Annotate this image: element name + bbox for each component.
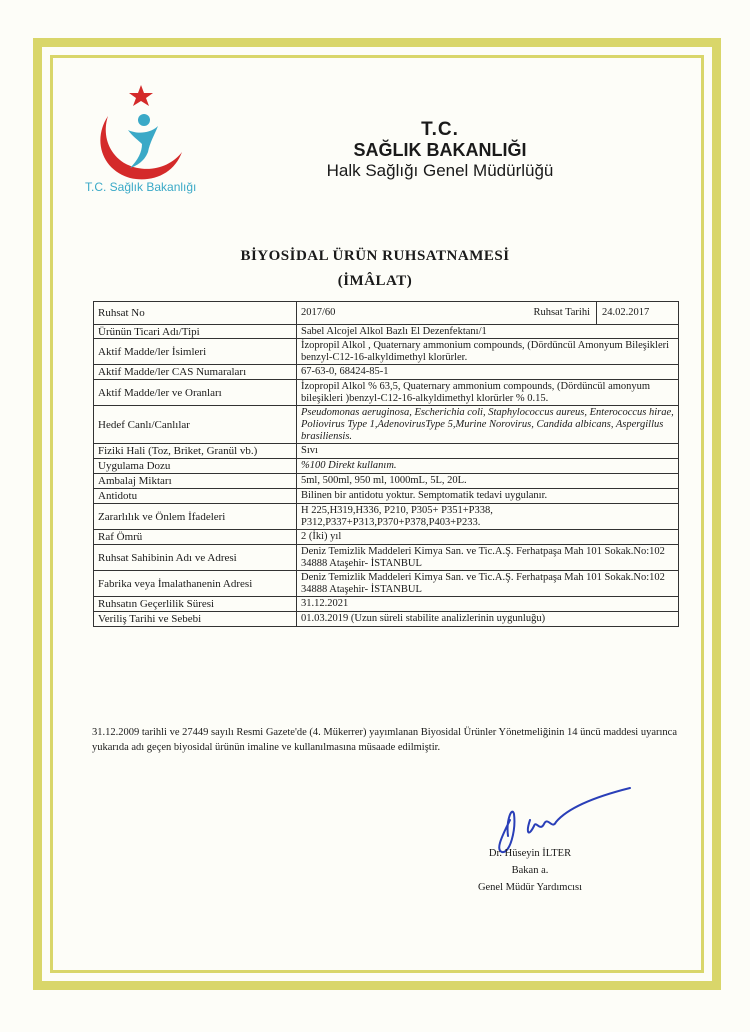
ministry-logo — [84, 82, 214, 194]
row-label: Ruhsat No — [94, 302, 297, 325]
legal-text: 31.12.2009 tarihli ve 27449 sayılı Resmi Gazete'de (4. Mükerrer) yayımlanan Biyosidal Ürünler Yönetmeliğinin 14 üncü maddesi uyarınca yukarıda adı geçen biyosidal ürünün imaline ve kullanılmasına müsaade edilmiştir. — [92, 727, 677, 753]
row-label: Ürünün Ticari Adı/Tipi — [94, 325, 297, 339]
table-row — [94, 597, 679, 612]
table-row — [94, 302, 679, 325]
table-row — [94, 474, 679, 489]
row-label: Fabrika veya İmalathanenin Adresi — [94, 571, 297, 597]
ministry-header — [300, 120, 580, 182]
table-row — [94, 530, 679, 545]
row-value: Sıvı — [297, 444, 679, 459]
row-value: 01.03.2019 (Uzun süreli stabilite analizlerinin uygunluğu) — [297, 612, 679, 627]
row-label: Aktif Madde/ler ve Oranları — [94, 380, 297, 406]
row-label: Ruhsatın Geçerlilik Süresi — [94, 597, 297, 612]
row-label: Ruhsat Sahibinin Adı ve Adresi — [94, 545, 297, 571]
row-value: 5ml, 500ml, 950 ml, 1000mL, 5L, 20L. — [297, 474, 679, 489]
row-label: Ambalaj Miktarı — [94, 474, 297, 489]
table-row — [94, 545, 679, 571]
document-subtitle: (İMÂLAT) — [337, 273, 413, 289]
row-label: Raf Ömrü — [94, 530, 297, 545]
signatory-block — [455, 845, 605, 896]
table-row — [94, 380, 679, 406]
table-row — [94, 459, 679, 474]
header-line1: T.C. — [421, 119, 459, 140]
row-label: Fiziki Hali (Toz, Briket, Granül vb.) — [94, 444, 297, 459]
row-label: Aktif Madde/ler CAS Numaraları — [94, 365, 297, 380]
header-line2: SAĞLIK BAKANLIĞI — [353, 140, 527, 160]
table-row — [94, 339, 679, 365]
license-date-label: Ruhsat Tarihi — [533, 307, 590, 318]
table-row — [94, 325, 679, 339]
row-value: H 225,H319,H336, P210, P305+ P351+P338, P312,P337+P313,P370+P378,P403+P233. — [297, 504, 679, 530]
row-value: Pseudomonas aeruginosa, Escherichia coli, Staphylococcus aureus, Enterococcus hirae, Poliovirus Type 1,AdenovirusType 5,Murine Norovirus, Candida albicans, Aspergillus brasiliensis. — [297, 406, 679, 444]
table-row — [94, 365, 679, 380]
row-value: Bilinen bir antidotu yoktur. Semptomatik tedavi uygulanır. — [297, 489, 679, 504]
row-label: Uygulama Dozu — [94, 459, 297, 474]
document-title: BİYOSİDAL ÜRÜN RUHSATNAMESİ — [240, 248, 510, 264]
table-row — [94, 571, 679, 597]
row-label: Antidotu — [94, 489, 297, 504]
star-icon — [129, 85, 153, 106]
row-value: İzopropil Alkol % 63,5, Quaternary ammonium compounds, (Dördüncül amonyum bileşikleri )benzyl-C12-16-alkyldimethyl klorürler % 0.15. — [297, 380, 679, 406]
row-value: İzopropil Alkol , Quaternary ammonium compounds, (Dördüncül Amonyum Bileşikleri benzyl-C12-16-alkyldimethyl klorürler. — [297, 339, 679, 365]
row-value: 31.12.2021 — [297, 597, 679, 612]
signatory-name: Dr. Hüseyin İLTER — [488, 848, 572, 859]
logo-caption: T.C. Sağlık Bakanlığı — [85, 180, 197, 194]
signatory-role2: Genel Müdür Yardımcısı — [477, 882, 583, 893]
crescent-shape — [100, 116, 182, 179]
table-row — [94, 406, 679, 444]
row-value: Sabel Alcojel Alkol Bazlı El Dezenfektanı/1 — [297, 325, 679, 339]
row-value: 2 (İki) yıl — [297, 530, 679, 545]
header-line3: Halk Sağlığı Genel Müdürlüğü — [326, 161, 554, 180]
row-label: Hedef Canlı/Canlılar — [94, 406, 297, 444]
license-number: 2017/60 — [301, 307, 336, 318]
table-row — [94, 444, 679, 459]
row-label: Zararlılık ve Önlem İfadeleri — [94, 504, 297, 530]
table-row — [94, 489, 679, 504]
row-value: Deniz Temizlik Maddeleri Kimya San. ve Tic.A.Ş. Ferhatpaşa Mah 101 Sokak.No:102 34888 Ataşehir- İSTANBUL — [297, 571, 679, 597]
row-label: Aktif Madde/ler İsimleri — [94, 339, 297, 365]
row-value: Deniz Temizlik Maddeleri Kimya San. ve Tic.A.Ş. Ferhatpaşa Mah 101 Sokak.No:102 34888 Ataşehir- İSTANBUL — [297, 545, 679, 571]
row-value: %100 Direkt kullanım. — [297, 459, 679, 474]
signatory-role1: Bakan a. — [511, 865, 549, 876]
table-row — [94, 612, 679, 627]
license-date: 24.02.2017 — [596, 302, 678, 324]
row-label: Veriliş Tarihi ve Sebebi — [94, 612, 297, 627]
row-value: 67-63-0, 68424-85-1 — [297, 365, 679, 380]
license-table — [93, 301, 679, 627]
table-row — [94, 504, 679, 530]
